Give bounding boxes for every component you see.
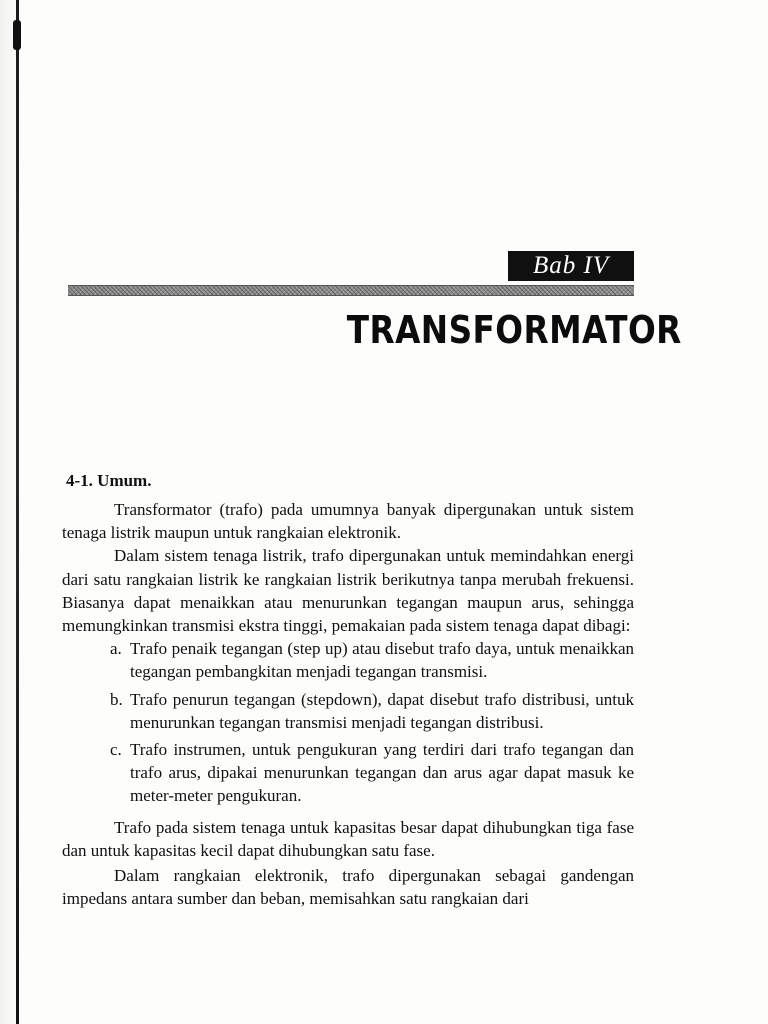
binding-shadow [0, 0, 16, 1024]
binding-edge [16, 0, 19, 1024]
chapter-title: TRANSFORMATOR [346, 308, 682, 352]
section-heading: 4-1. Umum. [66, 471, 152, 490]
list-item [62, 637, 634, 683]
list-marker: c. [110, 740, 122, 760]
paragraph-intro: Transformator (trafo) pada umumnya banyak dipergunakan untuk sistem tenaga listrik maupun untuk rangkaian elektronik. [62, 500, 634, 543]
list-marker: a. [110, 639, 122, 659]
paragraph-electronics: Dalam rangkaian elektronik, trafo dipergunakan sebagai gandengan impedans antara sumber dan beban, memisahkan satu rangkaian dari [62, 866, 634, 909]
paragraph-power-system: Dalam sistem tenaga listrik, trafo dipergunakan untuk memindahkan energi dari satu rangkaian listrik ke rangkaian listrik berikutnya tanpa merubah frekuensi. Biasanya dapat menaikkan atau menurunkan tegangan maupun arus, sehingga memungkinkan transmisi ekstra tinggi, pemakaian pada sistem tenaga dapat dibagi: [62, 546, 634, 636]
list-item-text: Trafo instrumen, untuk pengukuran yang terdiri dari trafo tegangan dan trafo arus, dipakai menurunkan tegangan dan arus agar dapat masuk ke meter-meter pengukuran. [130, 740, 634, 806]
chapter-rule [68, 285, 634, 296]
trafo-type-list [62, 637, 634, 807]
chapter-label: Bab IV [508, 251, 634, 281]
list-marker: b. [110, 689, 123, 709]
body-text [62, 498, 634, 910]
list-item-text: Trafo penurun tegangan (stepdown), dapat disebut trafo distribusi, untuk menurunkan tegangan transmisi menjadi tegangan distribusi. [130, 689, 634, 732]
paragraph-capacity: Trafo pada sistem tenaga untuk kapasitas besar dapat dihubungkan tiga fase dan untuk kapasitas kecil dapat dihubungkan satu fase. [62, 817, 634, 860]
list-item [62, 738, 634, 808]
list-item-text: Trafo penaik tegangan (step up) atau disebut trafo daya, untuk menaikkan tegangan pembangkitan menjadi tegangan transmisi. [130, 639, 634, 682]
list-item [62, 688, 634, 734]
binding-mark [13, 20, 21, 50]
